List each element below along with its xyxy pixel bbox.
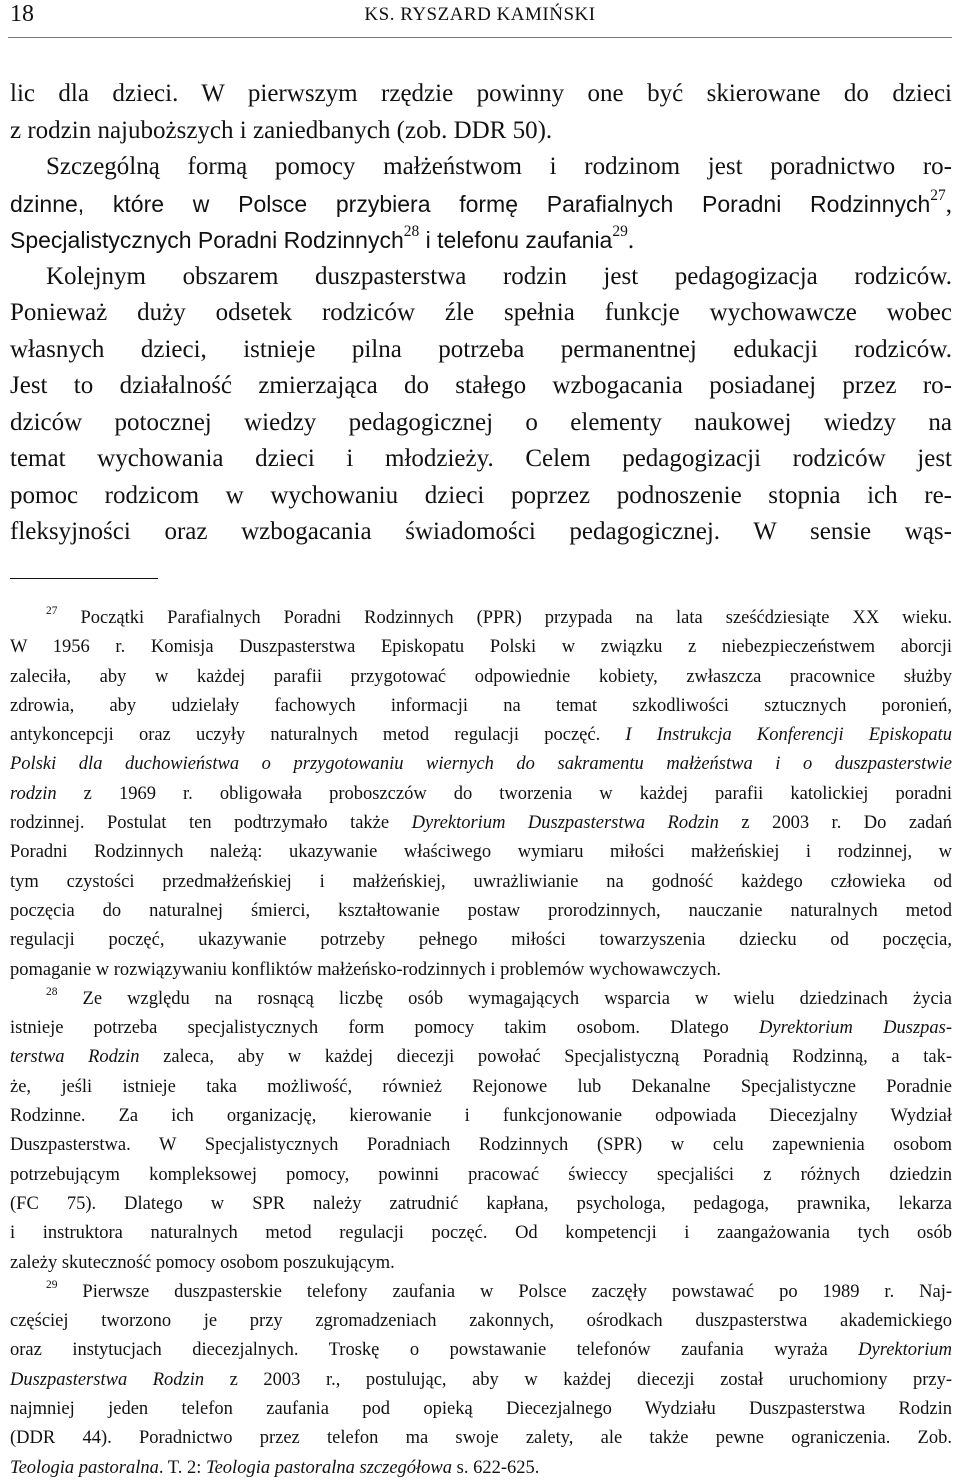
- citation-title: Teologia pastoralna szczegółowa: [206, 1457, 453, 1478]
- footnote-ref-27: 27: [930, 186, 946, 204]
- text-line: Szczególną formą pomocy małżeństwom i rodzinom jest poradnictwo ro-: [46, 153, 952, 180]
- footnote-text: z 2003 r. Do zadań: [741, 813, 952, 834]
- text-line: Jest to działalność zmierzająca do stałego wzbogacania posiadanej przez ro-: [10, 372, 952, 399]
- footnote-28-line: (FC 75). Dlatego w SPR należy zatrudnić kapłana, psychologa, pedagoga, prawnika, lekarza: [10, 1193, 952, 1214]
- citation-title: Teologia pastoralna: [10, 1457, 159, 1478]
- footnote-separator: [10, 578, 158, 579]
- footnote-28-line: i instruktora naturalnych metod regulacji poczęć. Od kompetencji i zaangażowania tych osób: [10, 1223, 952, 1244]
- footnote-29-line: [10, 1454, 952, 1483]
- footnote-27-line: [10, 604, 952, 633]
- main-text: [10, 76, 952, 551]
- footnote-28-line: że, jeśli istnieje taka możliwość, również Rejonowe lub Dekanalne Specjalistyczne Poradnie: [10, 1076, 952, 1097]
- footnote-text: antykoncepcji oraz uczyły naturalnych metod regulacji poczęć.: [10, 725, 601, 746]
- citation-title: Polski dla duchowieństwa o przygotowaniu wiernych do sakramentu małżeństwa i o duszpasterstwie: [10, 754, 952, 775]
- footnote-28-line: [10, 985, 952, 1014]
- footnote-27-line: [10, 780, 952, 809]
- text-line: Kolejnym obszarem duszpasterstwa rodzin jest pedagogizacja rodziców.: [46, 262, 952, 290]
- text-segment: dzinne, które w Polsce przybiera formę Parafialnych Poradni Rodzinnych: [10, 190, 931, 217]
- page-number: 18: [10, 1, 34, 27]
- footnote-text: Pierwsze duszpasterskie telefony zaufania w Polsce zaczęły powstawać po 1989 r. Naj-: [82, 1281, 952, 1302]
- citation-title: rodzin: [10, 783, 57, 804]
- footnote-text: rodzinnej. Postulat ten podtrzymało także: [10, 813, 390, 834]
- text-line: temat wychowania dzieci i młodzieży. Celem pedagogizacji rodziców jest: [10, 445, 952, 472]
- footnote-number-27: 27: [46, 605, 58, 618]
- footnote-27-line: Poradni Rodzinnych należą: ukazywanie właściwego wymiaru miłości małżeńskiej i rodzinnej, w: [10, 842, 952, 863]
- footnote-29-line: (DDR 44). Poradnictwo przez telefon ma swoje zalety, ale także pewne ograniczenia. Zob.: [10, 1428, 952, 1449]
- footnote-27-line: [10, 809, 952, 838]
- footnote-ref-28: 28: [403, 223, 420, 241]
- footnote-27-line: poczęcia do naturalnej śmierci, kształtowanie postaw prorodzinnych, nauczanie naturalnych metod: [10, 900, 952, 921]
- citation-title: terstwa Rodzin: [10, 1047, 140, 1068]
- running-head: KS. RYSZARD KAMIŃSKI: [364, 4, 596, 25]
- footnote-27-line: pomaganie w rozwiązywaniu konfliktów małżeńsko-rodzinnych i problemów wychowawczych.: [10, 959, 722, 980]
- footnote-text: zaleca, aby w każdej diecezji powołać Specjalistyczną Poradnią Rodzinną, a tak-: [163, 1047, 953, 1068]
- citation-title: Duszpasterstwa Rodzin: [10, 1369, 205, 1390]
- text-segment: Specjalistycznych Poradni Rodzinnych: [10, 227, 404, 253]
- footnote-27-line: zaleciła, aby w każdej parafii przygotować odpowiednie kobiety, zwłaszcza pracownice służby: [10, 666, 952, 687]
- footnote-29-line: [10, 1366, 952, 1395]
- footnote-29-line: najmniej jeden telefon zaufania pod opieką Diecezjalnego Wydziału Duszpasterstwa Rodzin: [10, 1399, 952, 1420]
- footnote-ref-29: 29: [612, 223, 628, 241]
- citation-title: Dyrektorium Duszpas-: [759, 1018, 953, 1039]
- footnote-text: Ze względu na rosnącą liczbę osób wymagających wsparcia w wielu dziedzinach życia: [82, 988, 953, 1009]
- footnote-28-line: zależy skuteczność pomocy osobom poszukującym.: [10, 1252, 395, 1273]
- footnote-29-line: [10, 1278, 952, 1307]
- text-line: własnych dzieci, istnieje pilna potrzeba permanentnej edukacji rodziców.: [10, 335, 952, 363]
- footnote-28-line: Duszpasterstwa. W Specjalistycznych Poradniach Rodzinnych (SPR) w celu zapewnienia osobom: [10, 1135, 952, 1156]
- footnote-28-line: potrzebującym kompleksowej pomocy, powinni pracować świeccy specjaliści z różnych dziedzin: [10, 1164, 952, 1185]
- text-line: z rodzin najuboższych i zaniedbanych (zob. DDR 50).: [10, 116, 553, 144]
- text-line: fleksyjności oraz wzbogacania świadomości pedagogicznej. W sensie wąs-: [10, 518, 952, 545]
- footnote-text: Początki Parafialnych Poradni Rodzinnych (PPR) przypada na lata sześćdziesiąte XX wieku.: [80, 608, 953, 628]
- text-line: Ponieważ duży odsetek rodziców źle spełnia funkcje wychowawcze wobec: [10, 299, 952, 326]
- footnote-text: s. 622-625.: [456, 1457, 540, 1478]
- footnote-27-line: tym czystości przedmałżeńskiej i małżeńskiej, uwrażliwianie na godność każdego człowieka od: [10, 871, 952, 892]
- footnote-number-29: 29: [46, 1278, 58, 1291]
- text-line: dziców potocznej wiedzy pedagogicznej o elementy naukowej wiedzy na: [10, 408, 952, 436]
- text-segment: i telefonu zaufania: [419, 227, 613, 253]
- footnote-text: z 2003 r., postulując, aby w każdej diecezji został uruchomiony przy-: [229, 1369, 953, 1390]
- footnotes: [10, 604, 952, 1483]
- footnote-text: istnieje potrzeba specjalistycznych form pomocy takim osobom. Dlatego: [10, 1018, 729, 1039]
- footnote-number-28: 28: [46, 985, 58, 998]
- text-segment: ,: [945, 190, 952, 218]
- citation-title: Dyrektorium Duszpasterstwa Rodzin: [411, 813, 719, 834]
- footnote-29-line: częściej tworzono je przy zgromadzeniach zakonnych, ośrodkach duszpasterstwa akademickiego: [10, 1311, 952, 1332]
- text-line: pomoc rodzicom w wychowaniu dzieci poprzez podnoszenie stopnia ich re-: [10, 481, 952, 509]
- footnote-text: . T. 2:: [158, 1457, 202, 1478]
- text-line: [10, 186, 952, 223]
- text-segment: .: [627, 227, 635, 254]
- footnote-28-line: Rodzinne. Za ich organizację, kierowanie i funkcjonowanie odpowiada Diecezjalny Wydział: [10, 1106, 952, 1127]
- footnote-27-line: regulacji poczęć, ukazywanie potrzeby pełnego miłości towarzyszenia dziecku od poczęcia,: [10, 930, 952, 951]
- footnote-29-line: [10, 1336, 952, 1365]
- footnote-28-line: [10, 1014, 952, 1043]
- header-rule: [8, 37, 952, 38]
- footnote-28-line: [10, 1043, 952, 1072]
- citation-title: I Instrukcja Konferencji Episkopatu: [625, 725, 953, 746]
- footnote-27-line: zdrowia, aby udzielały fachowych informacji na temat szkodliwości sztucznych poronień,: [10, 695, 952, 716]
- text-line: [10, 222, 952, 259]
- footnote-text: oraz instytucjach diecezjalnych. Troskę o powstawanie telefonów zaufania wyraża: [10, 1340, 828, 1361]
- footnote-27-line: W 1956 r. Komisja Duszpasterstwa Episkopatu Polski w związku z niebezpieczeństwem aborcji: [10, 637, 952, 658]
- footnote-27-line: [10, 721, 952, 750]
- text-line: lic dla dzieci. W pierwszym rzędzie powinny one być skierowane do dzieci: [10, 80, 952, 107]
- footnote-text: z 1969 r. obligowała proboszczów do tworzenia w każdej parafii katolickiej poradni: [83, 783, 953, 804]
- citation-title: Dyrektorium: [858, 1340, 952, 1361]
- footnote-27-line: [10, 750, 952, 779]
